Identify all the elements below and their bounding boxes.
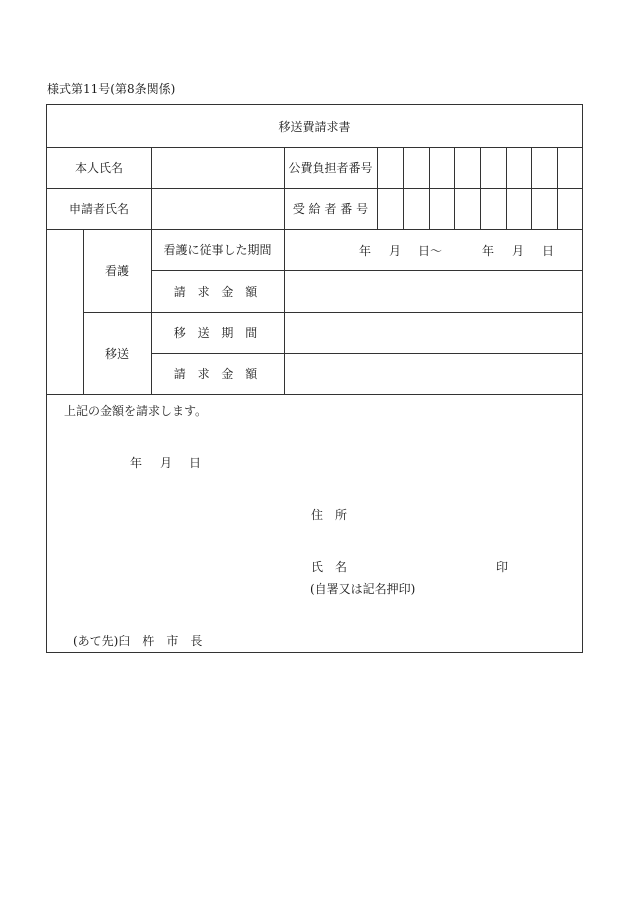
address-label: 住 所 bbox=[311, 508, 348, 522]
applicant-name-field[interactable] bbox=[152, 188, 284, 229]
person-name-field[interactable] bbox=[152, 147, 284, 188]
claim-form bbox=[46, 104, 583, 653]
date-year: 年 bbox=[130, 456, 143, 470]
period-month-2: 月 bbox=[512, 244, 525, 258]
person-name-label: 本人氏名 bbox=[74, 161, 123, 175]
nursing-group-label: 看護 bbox=[104, 264, 129, 278]
addressee: (あて先)臼 杵 市 長 bbox=[73, 634, 203, 648]
recipient-number-label: 受 給 者 番 号 bbox=[292, 202, 369, 216]
signature-note: (自署又は記名押印) bbox=[310, 582, 416, 596]
date-month: 月 bbox=[160, 456, 173, 470]
form-number: 様式第11号(第8条関係) bbox=[47, 82, 176, 96]
period-year-1: 年 bbox=[359, 244, 372, 258]
period-day-1: 日〜 bbox=[418, 244, 443, 258]
period-month-1: 月 bbox=[389, 244, 402, 258]
period-year-2: 年 bbox=[482, 244, 495, 258]
transport-amount-label: 請 求 金 額 bbox=[173, 367, 262, 381]
seal-mark: 印 bbox=[496, 560, 509, 574]
declaration-statement: 上記の金額を請求します。 bbox=[64, 404, 208, 418]
transport-period-label: 移 送 期 間 bbox=[173, 326, 262, 340]
period-day-2: 日 bbox=[542, 244, 555, 258]
date-day: 日 bbox=[189, 456, 202, 470]
nursing-amount-field[interactable] bbox=[285, 270, 582, 312]
form-title: 移送費請求書 bbox=[278, 119, 351, 134]
public-expense-number-label: 公費負担者番号 bbox=[288, 161, 373, 175]
name-label: 氏 名 bbox=[311, 560, 348, 574]
transport-period-field[interactable] bbox=[285, 312, 582, 353]
nursing-amount-label: 請 求 金 額 bbox=[173, 284, 262, 299]
applicant-name-label: 申請者氏名 bbox=[68, 202, 129, 216]
transport-amount-field[interactable] bbox=[285, 353, 582, 394]
nursing-period-field[interactable] bbox=[285, 229, 582, 270]
nursing-period-label: 看護に従事した期間 bbox=[163, 243, 272, 257]
transport-group-label: 移送 bbox=[104, 346, 129, 361]
